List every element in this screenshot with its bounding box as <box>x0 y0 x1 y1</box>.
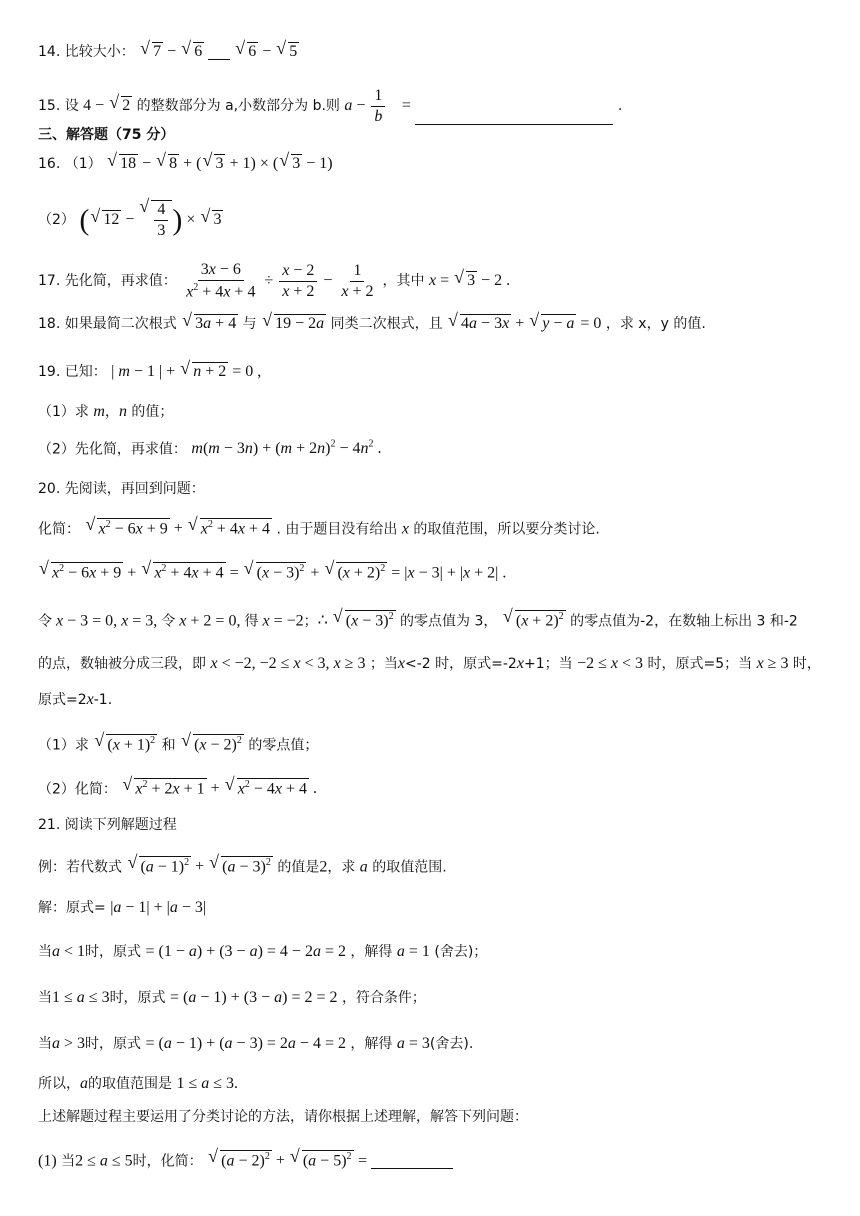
q20-simplify-line: 化简： √ $x^2 - 6x + 9$ + √ $x^2 + 4x + 4$ . 由于题目没有给出 x 的取值范围，所以要分类讨论. <box>38 518 600 537</box>
q20-tail-line: 原式=2x-1. <box>38 691 113 708</box>
question-14: 14. 比较大小： √ 7 − √ 6 √ 6 − √ 5 <box>38 42 299 60</box>
question-19-part-1: （1）求 m，n 的值； <box>38 403 174 420</box>
q21-example: 例：若代数式 √ $(a - 1)^2$ + √ $(a - 3)^2$ 的值是2，求 a 的取值范围. <box>38 856 447 875</box>
question-18: 18. 如果最简二次根式 √ 3a + 4 与 √ 19 − 2a 同类二次根式，且 √ 4a − 3x + √ y − a = 0 ，求 x，y 的值. <box>38 314 706 332</box>
q21-case-3: 当a > 3时，原式 = (a − 1) + (a − 3) = 2a − 4 = 2 ，解得 a = 3(舍去). <box>38 1035 474 1052</box>
q20-zero-line: 令 x − 3 = 0, x = 3, 令 x + 2 = 0, 得 x = −2；∴ √ $(x - 3)^2$ 的零点值为 3， √ $(x + 2)^2$ 的零点值为-2，在数轴上标出 3 和-2 <box>38 610 798 629</box>
q21-conclusion: 所以，a的取值范围是 1 ≤ a ≤ 3. <box>38 1075 239 1092</box>
question-19: 19. 已知： | m − 1 | + √ n + 2 = 0 , <box>38 362 261 380</box>
section-title: 三、解答题（75 分） <box>38 127 175 143</box>
q21-sub-1: (1) 当2 ≤ a ≤ 5时，化简： √ $(a - 2)^2$ + √ $(a - 5)^2$ = <box>38 1150 453 1169</box>
answer-blank-21-1[interactable] <box>371 1168 453 1169</box>
q21-solution: 解：原式= |a − 1| + |a − 3| <box>38 899 207 916</box>
question-19-part-2: （2）先化简，再求值： $m(m - 3n) + (m + 2n)^2 - 4n^2$ . <box>38 439 382 458</box>
q20-sub-1: （1）求 √ $(x + 1)^2$ 和 √ $(x - 2)^2$ 的零点值； <box>38 734 318 753</box>
question-21: 21. 阅读下列解题过程 <box>38 817 177 833</box>
answer-blank-15[interactable] <box>415 124 613 125</box>
q20-expansion-line: √ $x^2 - 6x + 9$ + √ $x^2 + 4x + 4$ = √ $(x - 3)^2$ + √ $(x + 2)^2 = |x - 3| + |x + 2|$ . <box>38 562 506 581</box>
q21-case-2: 当1 ≤ a ≤ 3时，原式 = (a − 1) + (3 − a) = 2 = 2 ，符合条件； <box>38 989 426 1006</box>
q21-method: 上述解题过程主要运用了分类讨论的方法，请你根据上述理解，解答下列问题： <box>38 1109 528 1125</box>
q20-sub-2: （2）化简： √ $x^2 + 2x + 1$ + √ $x^2 - 4x + 4$ . <box>38 778 317 797</box>
question-20: 20. 先阅读，再回到问题： <box>38 481 205 497</box>
question-15: 15. 设 4 − √ 2 的整数部分为 a,小数部分为 b.则 a − $\frac{1}{b}$ = . <box>38 88 622 125</box>
question-17: 17. 先化简，再求值： $\frac{3x - 6}{x^2 + 4x + 4}$ ÷ $\frac{x - 2}{x + 2}$ − $\frac{1}{x + 2}$ ，其中 x = √ 3 − 2 . <box>38 262 510 300</box>
question-16-part-1: 16. （1） √ 18 − √ 8 + (√ 3 + 1) × (√ 3 − 1) <box>38 154 333 172</box>
question-16-part-2: （2） (√ 12 − √ $\frac{4}{3}$ ) × √ 3 <box>38 200 223 239</box>
q14-expression: √ 7 − √ 6 √ 6 − √ 5 <box>139 43 299 60</box>
q20-segment-line: 的点，数轴被分成三段，即 x < −2, −2 ≤ x < 3, x ≥ 3 ；当x<-2 时，原式=-2x+1；当 −2 ≤ x < 3 时，原式=5；当 x ≥ 3 时， <box>38 655 821 672</box>
q21-case-1: 当a < 1时，原式 = (1 − a) + (3 − a) = 4 − 2a = 2 ，解得 a = 1 (舍去)； <box>38 943 488 960</box>
